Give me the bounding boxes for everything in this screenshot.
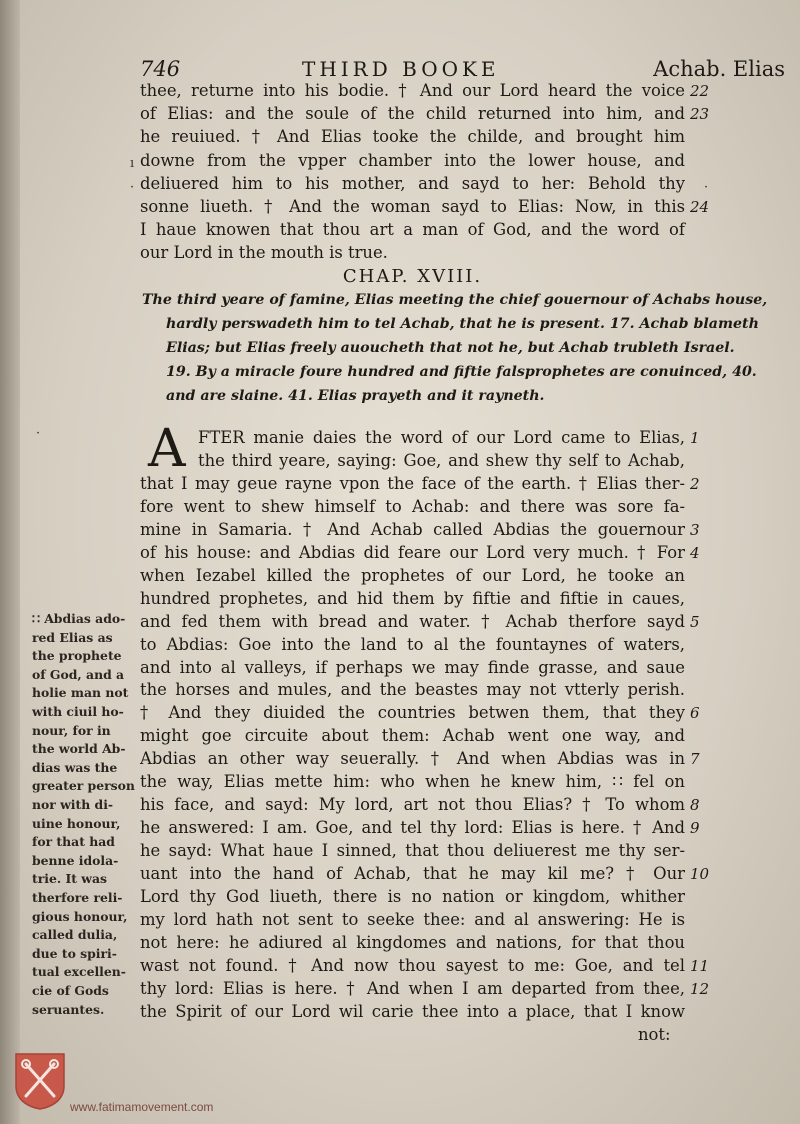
text-line: mine in Samaria. † And Achab called Abdias the gouernour bbox=[140, 519, 685, 539]
section-title: Achab. Elias bbox=[653, 57, 785, 81]
text-line: wast not found. † And now thou sayest to me: Goe, and tel bbox=[140, 955, 685, 975]
annotation-line: due to spiri- bbox=[32, 945, 117, 961]
binding-gutter bbox=[0, 0, 20, 1124]
annotation-line: with ciuil ho- bbox=[32, 704, 124, 719]
text-line: hundred prophetes, and hid them by fiftie and fiftie in caues, bbox=[140, 588, 685, 608]
verse-number: 8 bbox=[690, 796, 700, 815]
annotation-line: of God, and a bbox=[32, 666, 125, 682]
text-line: when Iezabel killed the prophetes of our Lord, he tooke an bbox=[140, 565, 685, 585]
argument-line: 19. By a miracle foure hundred and fiftie falsprophetes are conuinced, 40. bbox=[166, 364, 757, 380]
verse-number: 11 bbox=[690, 956, 710, 975]
text-line: might goe circuite about them: Achab went one way, and bbox=[140, 726, 685, 746]
text-line: he sayd: What haue I sinned, that thou deliuerest me thy ser- bbox=[140, 841, 685, 861]
text-line: the Spirit of our Lord wil carie thee into a place, that I know bbox=[140, 1001, 685, 1021]
text-line: and into al valleys, if perhaps we may finde grasse, and saue bbox=[140, 657, 685, 677]
annotation-line: the prophete bbox=[32, 648, 122, 664]
verse-number: 22 bbox=[690, 82, 710, 100]
argument-line: hardly perswadeth him to tel Achab, that he is present. 17. Achab blameth bbox=[166, 316, 759, 332]
argument-line: Elias; but Elias freely auoucheth that not he, but Achab trubleth Israel. bbox=[166, 340, 735, 356]
annotation-line: nour, for in bbox=[32, 722, 111, 738]
running-title: THIRD BOOKE bbox=[302, 57, 500, 81]
argument-line: The third yeare of famine, Elias meeting the chief gouernour of Achabs house, bbox=[142, 292, 768, 308]
text-line: Abdias an other way seuerally. † And when Abdias was in bbox=[140, 749, 685, 769]
margin-mark: · bbox=[36, 426, 41, 441]
annotation-line: called dulia, bbox=[32, 927, 118, 943]
text-line: thy lord: Elias is here. † And when I am departed from thee, bbox=[140, 978, 685, 998]
text-line: uant into the hand of Achab, that he may kil me? † Our bbox=[140, 864, 685, 884]
annotation-line: therfore reli- bbox=[32, 890, 123, 905]
text-line: my lord hath not sent to seeke thee: and al answering: He is bbox=[140, 909, 685, 929]
annotation-line: ∷ Abdias ado- bbox=[32, 611, 126, 626]
margin-mark: · bbox=[704, 180, 709, 195]
text-line: Lord thy God liueth, there is no nation or kingdom, whither bbox=[140, 887, 685, 906]
verse-number: 23 bbox=[690, 105, 710, 124]
verse-number: 5 bbox=[690, 612, 700, 631]
margin-mark: ı bbox=[130, 156, 135, 171]
text-line: fore went to shew himself to Achab: and there was sore fa- bbox=[140, 496, 685, 516]
text-line: the way, Elias mette him: who when he knew him, ∷ fel on bbox=[140, 772, 685, 792]
annotation-line: the world Ab- bbox=[32, 741, 126, 757]
text-line: FTER manie daies the word of our Lord came to Elias, bbox=[198, 428, 685, 447]
text-line: our Lord in the mouth is true. bbox=[140, 243, 388, 263]
annotation-line: gious honour, bbox=[32, 908, 128, 924]
verse-number: 10 bbox=[690, 865, 710, 884]
website-link[interactable]: www.fatimamovement.com bbox=[70, 1100, 214, 1114]
text-line: not: bbox=[638, 1024, 671, 1044]
annotation-line: nor with di- bbox=[32, 797, 114, 812]
verse-number: 1 bbox=[690, 429, 700, 447]
text-line: I haue knowen that thou art a man of God, and the word of bbox=[140, 220, 685, 240]
verse-number: 9 bbox=[690, 819, 700, 838]
text-line: of Elias: and the soule of the child returned into him, and bbox=[140, 104, 685, 124]
verse-number: 3 bbox=[690, 520, 700, 539]
drop-cap: A bbox=[148, 419, 186, 479]
annotation-line: red Elias as bbox=[32, 629, 113, 645]
verse-number: 6 bbox=[690, 704, 700, 723]
annotation-line: dias was the bbox=[32, 759, 118, 775]
annotation-line: uine honour, bbox=[32, 815, 121, 831]
text-line: his face, and sayd: My lord, art not thou Elias? † To whom bbox=[140, 795, 685, 815]
text-line: thee, returne into his bodie. † And our Lord heard the voice bbox=[140, 81, 685, 100]
annotation-line: trie. It was bbox=[32, 871, 107, 887]
papal-keys-seal-icon bbox=[14, 1052, 66, 1110]
text-line: deliuered him to his mother, and sayd to her: Behold thy bbox=[140, 173, 685, 193]
verse-number: 12 bbox=[690, 979, 710, 998]
verse-number: 2 bbox=[690, 474, 700, 493]
text-line: not here: he adiured al kingdomes and nations, for that thou bbox=[140, 932, 685, 952]
annotation-line: for that had bbox=[32, 834, 115, 850]
text-line: that I may geue rayne vpon the face of the earth. † Elias ther- bbox=[140, 473, 685, 493]
argument-line: and are slaine. 41. Elias prayeth and it rayneth. bbox=[166, 388, 545, 404]
text-line: the horses and mules, and the beastes may not vtterly perish. bbox=[140, 680, 685, 700]
text-line: he reuiued. † And Elias tooke the childe, and brought him bbox=[140, 127, 685, 147]
annotation-line: benne idola- bbox=[32, 852, 119, 868]
verse-number: 7 bbox=[690, 750, 700, 769]
annotation-line: greater person bbox=[32, 778, 135, 794]
margin-mark: · bbox=[130, 180, 135, 195]
text-line: to Abdias: Goe into the land to al the fountaynes of waters, bbox=[140, 634, 685, 654]
text-line: he answered: I am. Goe, and tel thy lord: Elias is here. † And bbox=[140, 818, 685, 838]
text-line: sonne liueth. † And the woman sayd to Elias: Now, in this bbox=[140, 197, 685, 216]
annotation-line: seruantes. bbox=[32, 1001, 105, 1017]
verse-number: 24 bbox=[690, 198, 710, 216]
text-line: and fed them with bread and water. † Achab therfore sayd bbox=[140, 611, 685, 631]
annotation-line: holie man not bbox=[32, 685, 129, 701]
verse-number: 4 bbox=[690, 543, 700, 562]
page-number: 746 bbox=[140, 57, 181, 81]
text-line: † And they diuided the countries betwen them, that they bbox=[140, 703, 685, 723]
text-line: of his house: and Abdias did feare our Lord very much. † For bbox=[140, 542, 685, 562]
chapter-heading: CHAP. XVIII. bbox=[342, 266, 483, 287]
text-line: the third yeare, saying: Goe, and shew thy self to Achab, bbox=[198, 450, 685, 470]
annotation-line: cie of Gods bbox=[32, 983, 109, 998]
text-line: downe from the vpper chamber into the lower house, and bbox=[140, 150, 685, 170]
annotation-line: tual excellen- bbox=[32, 964, 126, 980]
